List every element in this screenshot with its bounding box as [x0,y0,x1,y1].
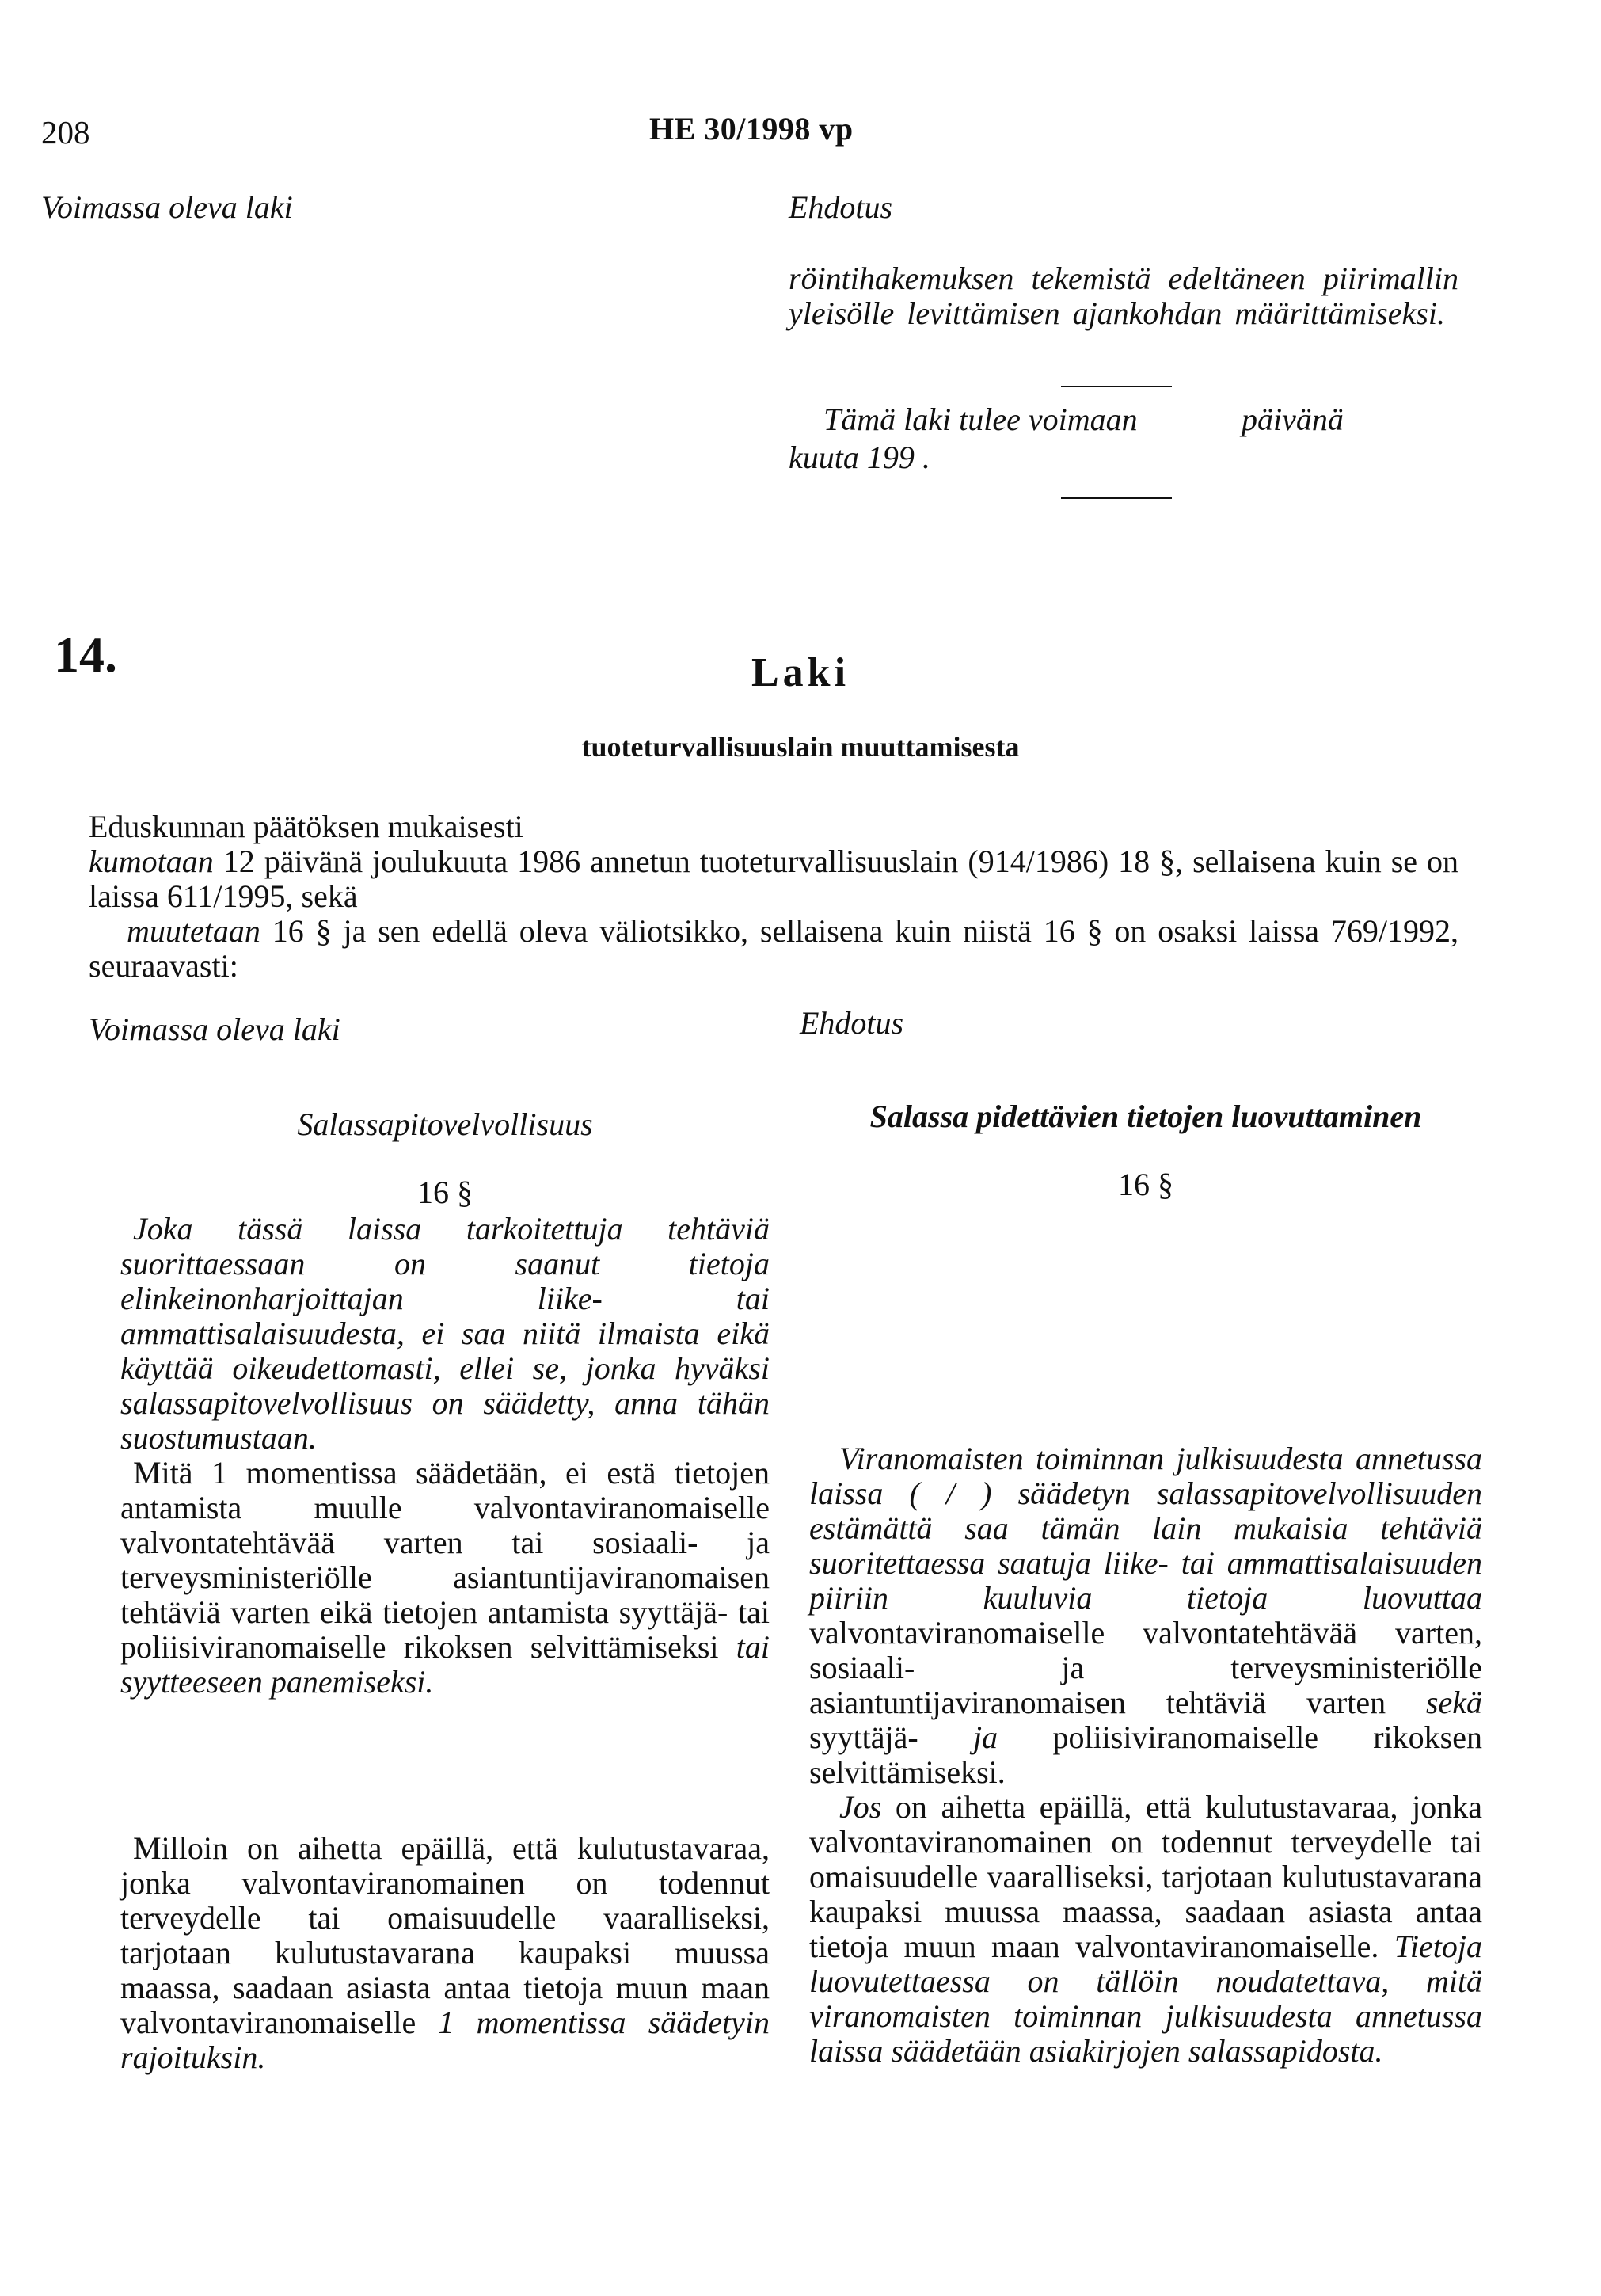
repeal-text: 12 päivänä joulukuuta 1986 annetun tuoteturvallisuuslain (914/1986) 18 §, sellaisena kuin se on laissa 611/1995, sekä [89,843,1458,914]
left-paragraph-3 [120,1831,770,2075]
top-right-heading: Ehdotus [789,189,893,225]
preamble-amend [89,914,1458,984]
top-left-heading: Voimassa oleva laki [41,189,293,225]
amend-word: muutetaan [127,913,260,949]
right-paragraph-1-italic-2: sekä [1425,1685,1482,1720]
left-paragraph-1: Joka tässä laissa tarkoitettuja tehtäviä suorittaessaan on saanut tietoja elinkeinonharjoittajan liike- tai ammattisalaisuudesta, ei saa niitä ilmaista eikä käyttää oikeudettomasti, ellei se, jonka hyväksi salassapitovelvollisuus on säädetty, anna tähän suostumustaan. [120,1211,770,1456]
right-paragraph-1-text-2: syyttäjä- [809,1719,974,1755]
right-body [809,1441,1482,2069]
right-paragraph-1-italic-3: ja [973,1719,998,1755]
law-title: Laki [751,650,850,695]
right-subheading: Salassa pidettävien tietojen luovuttaminen [869,1099,1422,1134]
law-subtitle: tuoteturvallisuuslain muuttamisesta [581,731,1020,763]
left-paragraph-3-text: Milloin on aihetta epäillä, että kulutustavaraa, jonka valvontaviranomainen on todennut terveydelle tai omaisuudelle vaaralliseksi, tarjotaan kulutustavarana kaupaksi muussa maassa, saadaan asiasta antaa tietoja muun maan valvontaviranomaiselle [120,1830,770,2040]
left-subheading: Salassapitovelvollisuus [297,1106,593,1142]
law-preamble [89,809,1458,984]
amend-text: 16 § ja sen edellä oleva väliotsikko, sellaisena kuin niistä 16 § on osaksi laissa 769/1992, seuraavasti: [89,913,1458,984]
right-paragraph-2-italic-2: Tietoja luovutettaessa on tällöin noudatettava, mitä viranomaisten toiminnan julkisuudesta annetussa laissa säädetään asiakirjojen salassapidosta. [809,1929,1482,2069]
right-column-heading: Ehdotus [800,1005,904,1041]
page-number: 208 [41,114,90,150]
left-paragraph-3-italic: 1 momentissa säädetyin rajoituksin. [120,2005,770,2075]
preamble-line: Eduskunnan päätöksen mukaisesti [89,809,523,844]
right-section-number: 16 § [1118,1167,1173,1202]
divider-line [1061,497,1172,499]
entry-into-force-month: kuuta 199 . [789,440,930,475]
divider-line [1061,386,1172,387]
entry-into-force-text: Tämä laki tulee voimaan [823,402,1138,437]
left-section-number: 16 § [417,1175,473,1210]
right-paragraph-1-text: valvontaviranomaiselle valvontatehtävää varten, sosiaali- ja terveysministeriölle asiantuntijaviranomaisen tehtäviä varten [809,1615,1482,1720]
law-section-number: 14. [54,626,117,683]
preamble-repeal [89,844,1458,914]
right-paragraph-1 [809,1441,1482,1790]
right-paragraph-2-italic: Jos [839,1789,882,1825]
right-paragraph-1-text-3: poliisiviranomaiselle rikoksen selvittämiseksi. [809,1719,1482,1790]
left-body [120,1212,770,1700]
right-paragraph-2-text: on aihetta epäillä, että kulutustavaraa, jonka valvontaviranomainen on todennut terveydelle tai omaisuudelle vaaralliseksi, tarjotaan kulutustavarana kaupaksi muussa maassa, saadaan asiasta antaa tietoja muun maan valvontaviranomaiselle. [809,1789,1482,1964]
left-paragraph-2-text: Mitä 1 momentissa säädetään, ei estä tietojen antamista muulle valvontaviranomaiselle valvontatehtävää varten tai sosiaali- ja terveysministeriölle asiantuntijaviranomaisen tehtäviä varten eikä tietojen antamista syyttäjä- tai poliisiviranomaiselle rikoksen selvittämiseksi [120,1455,770,1665]
left-paragraph-2 [120,1456,770,1700]
continued-text: röintihakemuksen tekemistä edeltäneen piirimallin yleisölle levittämisen ajankohdan määrittämiseksi. [789,261,1458,331]
document-header: HE 30/1998 vp [649,111,854,147]
right-paragraph-1-italic: Viranomaisten toiminnan julkisuudesta annetussa laissa ( / ) säädetyn salassapitovelvollisuuden estämättä saa tämän lain mukaisia tehtäviä suoritettaessa saatuja liike- tai ammattisalaisuuden piiriin kuuluvia tietoja luovuttaa [809,1441,1482,1616]
right-paragraph-2 [809,1790,1482,2069]
left-paragraph-2-italic: tai syytteeseen panemiseksi. [120,1629,770,1700]
repeal-word: kumotaan [89,843,214,879]
entry-into-force-day: päivänä [1242,402,1344,437]
left-column-heading: Voimassa oleva laki [89,1011,340,1047]
